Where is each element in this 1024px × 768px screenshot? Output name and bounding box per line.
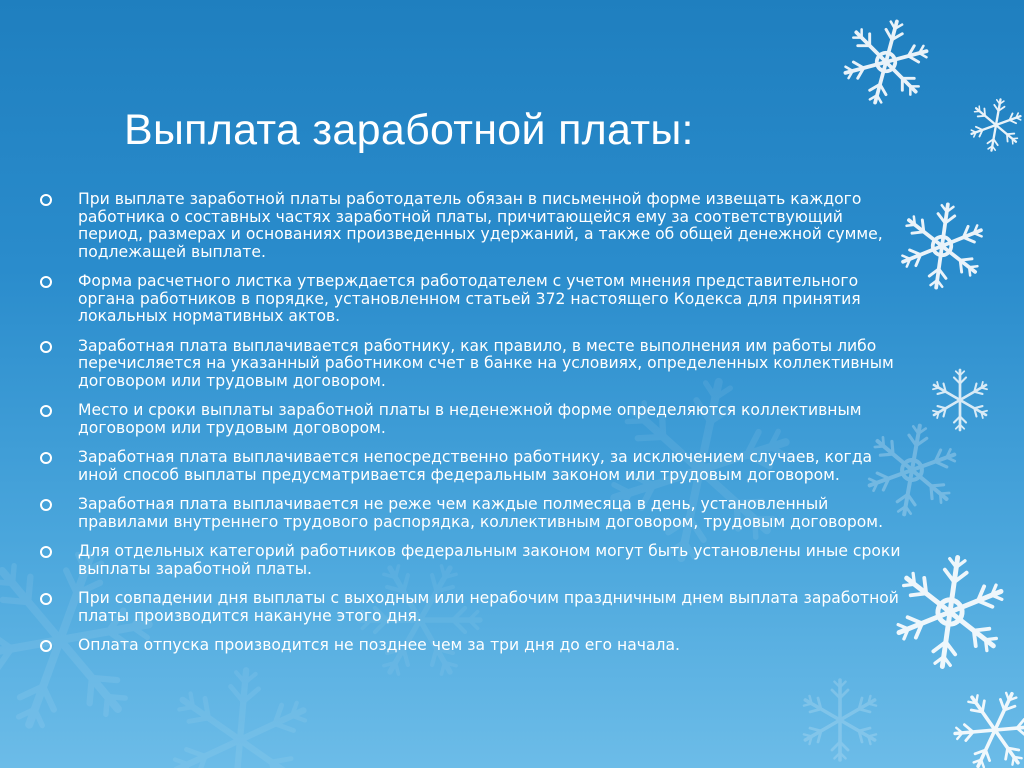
snowflake-icon	[167, 664, 314, 768]
bullet-text: При совпадении дня выплаты с выходным или нерабочим праздничным днем выплата заработной платы производится накануне этого дня.	[78, 589, 899, 625]
bullet-circle-icon	[40, 593, 52, 605]
bullet-text: Заработная плата выплачивается непосредственно работнику, за исключением случаев, когда иной способ выплаты предусматривается федеральным законом или трудовым договором.	[78, 448, 873, 484]
bullet-item	[40, 338, 910, 391]
bullet-circle-icon	[40, 499, 52, 511]
bullet-circle-icon	[40, 405, 52, 417]
bullet-circle-icon	[40, 546, 52, 558]
bullet-item	[40, 496, 910, 531]
snowflake-icon	[931, 370, 989, 430]
snowflake-icon	[967, 95, 1024, 155]
bullet-circle-icon	[40, 640, 52, 652]
bullet-item	[40, 402, 910, 437]
bullet-text: При выплате заработной платы работодатель обязан в письменной форме извещать каждого работника о составных частях заработной платы, причитающейся ему за соответствующий период, размерах и основаниях произведенных удержаний, а также об общей денежной сумме, подлежащей выплате.	[78, 190, 883, 261]
snowflake-icon	[836, 11, 936, 113]
bullet-circle-icon	[40, 452, 52, 464]
bullet-text: Оплата отпуска производится не позднее чем за три дня до его начала.	[78, 636, 681, 654]
bullet-list	[40, 191, 910, 667]
bullet-text: Место и сроки выплаты заработной платы в неденежной форме определяются коллективным договором или трудовым договором.	[78, 401, 862, 437]
bullet-text: Для отдельных категорий работников федеральным законом могут быть установлены иные сроки выплаты заработной платы.	[78, 542, 901, 578]
bullet-circle-icon	[40, 341, 52, 353]
bullet-item	[40, 191, 910, 261]
bullet-item	[40, 590, 910, 625]
bullet-item	[40, 449, 910, 484]
bullet-item	[40, 273, 910, 326]
bullet-text: Заработная плата выплачивается не реже чем каждые полмесяца в день, установленный правилами внутреннего трудового распорядка, коллективным договором, трудовым договором.	[78, 495, 884, 531]
bullet-item	[40, 543, 910, 578]
bullet-circle-icon	[40, 276, 52, 288]
bullet-item	[40, 637, 910, 655]
bullet-text: Заработная плата выплачивается работнику, как правило, в месте выполнения им работы либо перечисляется на указанный работником счет в банке на условиях, определенных коллективным договором или трудовым договором.	[78, 336, 894, 390]
slide-title: Выплата заработной платы:	[124, 106, 694, 154]
snowflake-icon	[943, 677, 1024, 768]
bullet-circle-icon	[40, 194, 52, 206]
bullet-text: Форма расчетного листка утверждается работодателем с учетом мнения представительного органа работников в порядке, установленном статьей 372 настоящего Кодекса для принятия локальных нормативных актов.	[78, 272, 861, 325]
snowflake-icon	[801, 680, 878, 760]
